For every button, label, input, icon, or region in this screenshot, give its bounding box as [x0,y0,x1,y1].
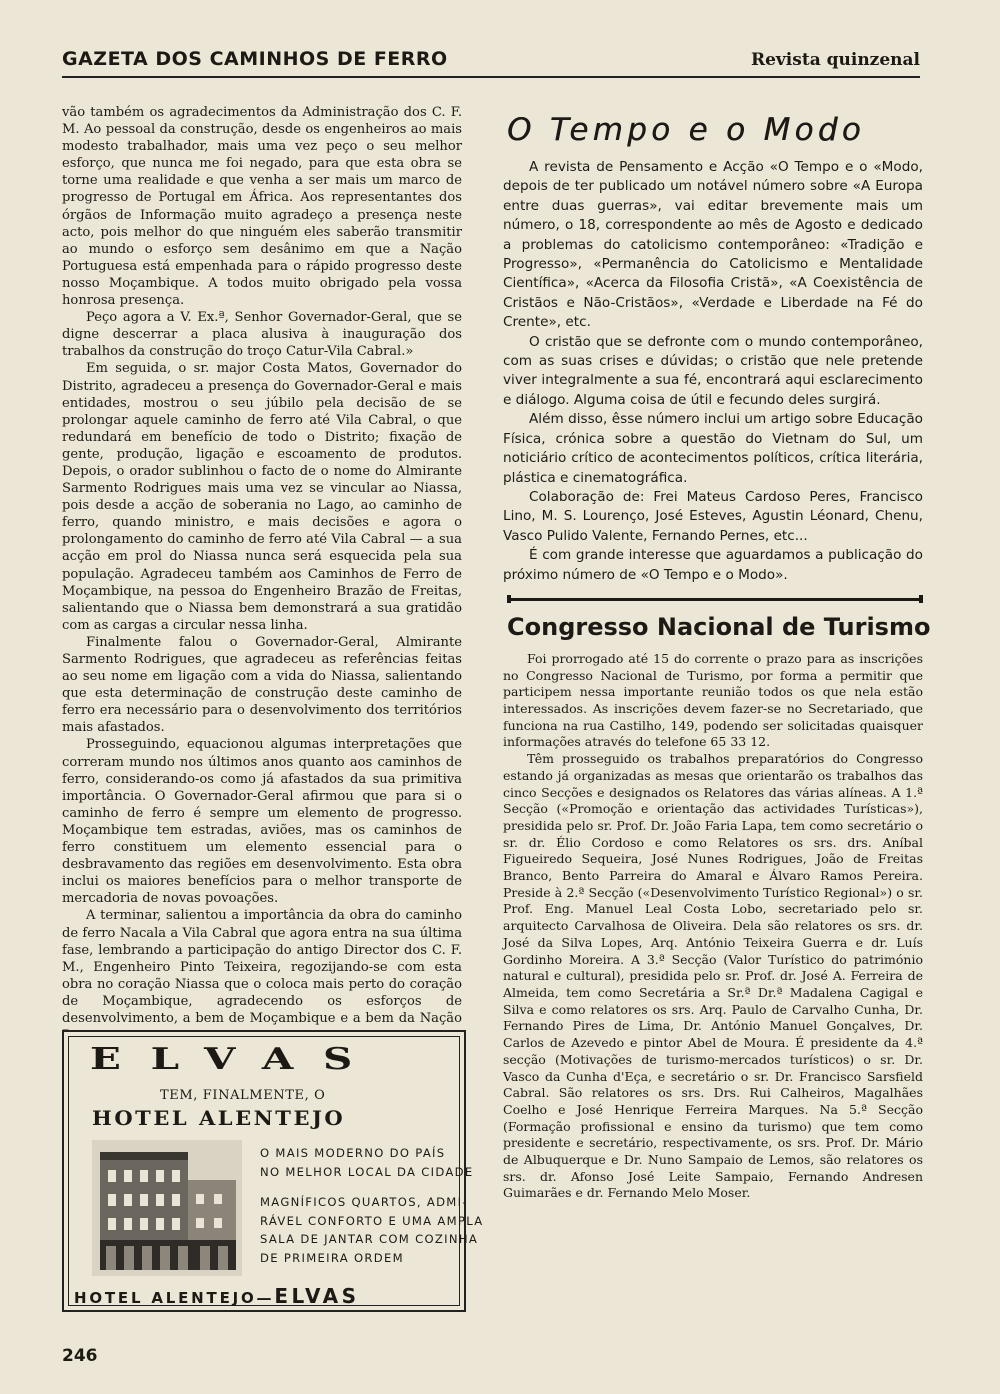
ad-line: O MAIS MODERNO DO PAÍS [260,1146,446,1160]
running-head [62,46,920,78]
section-divider [507,595,923,603]
ad-footer-town: ELVAS [274,1284,360,1308]
article-paragraph: Têm prosseguido os trabalhos preparatórios do Congresso estando já organizadas as mesas que orientarão os trabalhos das cinco Secções e designados os Relatores das várias alíneas. A 1.ª Secção («Promoção e orientação das actividades Turísticas»), presidida pelo sr. Prof. Dr. João Faria Lapa, tem como secretário o sr. dr. Élio Cordoso e como Relatores os srs. drs. Aníbal Figueiredo Sequeira, José Nunes Rodrigues, João de Freitas Branco, Bento Parreira do Amaral e Álvaro Ramos Pereira. Preside à 2.ª Secção («Desenvolvimento Turístico Regional») o sr. Prof. Eng. Manuel Leal Costa Lobo, secretariado pelo sr. arquitecto Carvalhosa de Oliveira. Dela são relatores os srs. dr. José da Silva Lopes, Arq. António Teixeira Guerra e dr. Luís Gordinho Moreira. A 3.ª Secção (Valor Turístico do património natural e cultural), presidida pelo sr. Prof. dr. José A. Ferreira de Almeida, tem como Secretária a Sr.ª Dr.ª Madalena Cagigal e Silva e como relatores os srs. Arq. Paulo de Carvalho Cunha, Dr. Fernando Pires de Lima, Dr. António Manuel Gonçalves, Dr. Carlos de Azevedo e pintor Abel de Moura. É presidente da 4.ª secção (Motivações de turismo-mercados turísticos) o sr. Dr. Vasco da Cunha d'Eça, e secretário o sr. Dr. Francisco Sarsfield Cabral. São relatores os srs. Drs. Rui Calheiros, Magalhães Coelho e José Henrique Ferreira Marques. Na 5.ª Secção (Formação profissional e ensino da turismo) que tem como presidente e secretário, respectivamente, os srs. Prof. Dr. Mário de Albuquerque e Dr. Nuno Sampaio de Lemos, são relatores os srs. dr. Afonso José Leite Sampaio, Fernando Andresen Guimarães e dr. Fernando Melo Moser. [503,751,923,1201]
hotel-building-photo [92,1140,242,1276]
congresso-article [503,651,923,1202]
ad-town-name: ELVAS [90,1042,383,1077]
right-column [503,110,931,1202]
ad-description [260,1144,484,1268]
article-paragraph: A revista de Pensamento e Acção «O Tempo e o «Modo, depois de ter publicado um notável número sobre «A Europa entre duas guerras», vai editar brevemente mais um número, o 18, correspondente ao mês de Agosto e dedicado a problemas do catolicismo contemporâneo: «Tradição e Progresso», «Permanência do Catolicismo e Mentalidade Científica», «Acerca da Filosofia Cristã», «A Coexistência de Cristãos e Não-Cristãos», «Verdade e Liberdade na Fé do Crente», etc. [503,159,923,331]
ad-line: MAGNÍFICOS QUARTOS, ADMI- [260,1195,468,1210]
congresso-heading: Congresso Nacional de Turismo [507,612,931,641]
tempo-modo-article [503,158,923,585]
article-paragraph: Colaboração de: Frei Mateus Cardoso Peres, Francisco Lino, M. S. Lourenço, José Esteves, Agustin Léonard, Chenu, Vasco Pulido Valente, Fernando Pernes, etc... [503,488,923,544]
article-paragraph: vão também os agradecimentos da Administração dos C. F. M. Ao pessoal da construção, desde os engenheiros ao mais modesto trabalhador, mais uma vez peço o seu melhor esforço, que nunca me foi negado, para que esta obra se torne uma realidade e que venha a ser mais um marco de progresso de Portugal em África. Aos representantes dos órgãos de Informação muito agradeço a presença neste acto, pois melhor do que ninguém eles saberão transmitir ao mundo o esforço sem desânimo em que a Nação Portuguesa está empenhada para o rápido progresso deste nosso Moçambique. A todos muito obrigado pela vossa honrosa presença. [62,105,462,309]
left-article [62,104,462,1044]
publication-subtitle: Revista quinzenal [750,50,920,70]
article-paragraph: A terminar, salientou a importância da obra do caminho de ferro Nacala a Vila Cabral que agora entra na sua última fase, lembrando a participação do antigo Director dos C. F. M., Engenheiro Pinto Teixeira, regozijando-se com esta obra no coração Niassa que o coloca mais perto do coração de Moçambique, agradecendo os esforços de desenvolvimento, a bem de Moçambique e a bem da Nação [62,908,462,1026]
article-paragraph: Peço agora a V. Ex.ª, Senhor Governador-Geral, que se digne descerrar a placa alusiva à inauguração dos trabalhos da construção do troço Catur-Vila Cabral.» [62,310,462,360]
page-number: 246 [62,1346,98,1366]
tempo-modo-heading: O Tempo e o Modo [507,112,866,148]
article-paragraph: Em seguida, o sr. major Costa Matos, Governador do Distrito, agradeceu a presença do Governador-Geral e mais entidades, mostrou o seu júbilo pela decisão de se prolongar aquele caminho de ferro até Vila Cabral, o que redundará em benefício de todo o Distrito; fixação de gente, produção, ligação e escoamento de produtos. Depois, o orador sublinhou o facto de o nome do Almirante Sarmento Rodrigues mais uma vez se vincular ao Niassa, pois desde a acção de soberania no Lago, ao caminho de ferro, quando ministro, e mais decisões e agora o prolongamento do caminho de ferro até Vila Cabral — a sua acção em prol do Niassa nunca será esquecida pela sua população. Agradeceu também aos Caminhos de Ferro de Moçambique, na pessoa do Engenheiro Brazão de Freitas, salientando que o Niassa bem demonstrará a sua gratidão com as cargas a circular nessa linha. [62,361,462,633]
article-paragraph: Prosseguindo, equacionou algumas interpretações que correram mundo nos últimos anos quanto aos caminhos de ferro, considerando-os como já afastados da sua primitiva importância. O Governador-Geral afirmou que para si o caminho de ferro é sempre um elemento de progresso. Moçambique tem estradas, aviões, mas os caminhos de ferro constituem um elemento essencial para o desbravamento das regiões em desenvolvimento. Esta obra inclui os maiores benefícios para o melhor transporte de mercadoria de novas povoações. [62,737,462,907]
article-paragraph: Finalmente falou o Governador-Geral, Almirante Sarmento Rodrigues, que agradeceu as referências feitas ao seu nome em ligação com a vida do Niassa, salientando que esta determinação de construção deste caminho de ferro era necessário para o desenvolvimento dos territórios mais afastados. [62,634,462,736]
publication-title: GAZETA DOS CAMINHOS DE FERRO [62,48,448,70]
hotel-advertisement [62,1030,484,1312]
article-paragraph: Foi prorrogado até 15 do corrente o prazo para as inscrições no Congresso Nacional de Turismo, por forma a permitir que participem nessa importante reunião todos os que nela estão interessados. As inscrições devem fazer-se no Secretariado, que funciona na rua Castilho, 149, podendo ser solicitadas quaisquer informações através do telefone 65 33 12. [503,650,923,750]
ad-hotel-name: HOTEL ALENTEJO [92,1106,346,1130]
ad-line: RÁVEL CONFORTO E UMA AMPLA [260,1213,484,1228]
ad-footer [74,1284,454,1308]
ad-line: NO MELHOR LOCAL DA CIDADE [260,1164,474,1179]
ad-line: DE PRIMEIRA ORDEM [260,1250,404,1265]
article-paragraph: Além disso, êsse número inclui um artigo sobre Educação Física, crónica sobre a questão do Vietnam do Sul, um noticiário crítico de acontecimentos políticos, crítica literária, plástica e cinematográfica. [503,411,923,486]
ad-footer-hotel: HOTEL ALENTEJO— [74,1289,275,1307]
article-paragraph: O cristão que se defronte com o mundo contemporâneo, com as suas crises e dúvidas; o cristão que nele pretende viver integralmente a sua fé, encontrará aqui esclarecimento e diálogo. Alguma coisa de útil e fecundo deles surgirá. [503,333,923,408]
ad-tagline: TEM, FINALMENTE, O [160,1088,326,1103]
ad-line: SALA DE JANTAR COM COZINHA [260,1232,479,1247]
article-paragraph: É com grande interesse que aguardamos a publicação do próximo número de «O Tempo e o Modo». [503,547,923,583]
